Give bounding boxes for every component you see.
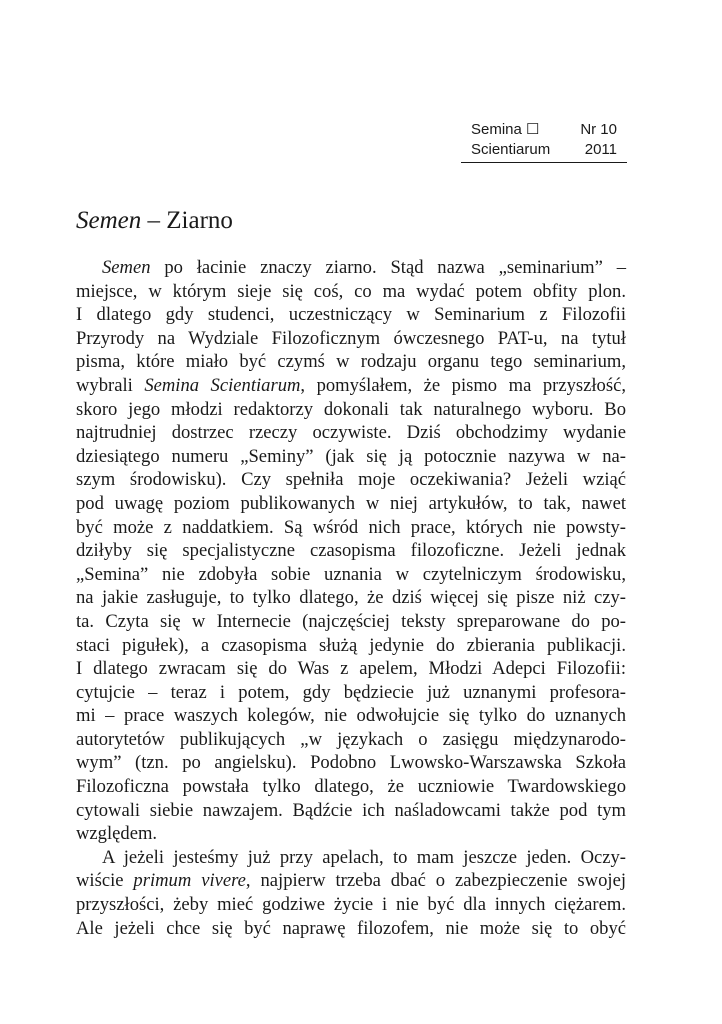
text-line: względem. xyxy=(76,823,158,845)
text-line: pod uwagę poziom publikowanych w niej artykułów, to tak, nawet xyxy=(76,492,626,514)
text-line: wiście primum vivere, najpierw trzeba dbać o zabezpieczenie swojej xyxy=(76,870,626,892)
article-title xyxy=(76,205,233,237)
text-line: przyszłości, żeby mieć godziwe życie i nie być dla innych ciężarem. xyxy=(76,894,626,916)
text-line: wybrali Semina Scientiarum, pomyślałem, że pismo ma przyszłość, xyxy=(76,374,626,396)
title-italic-part: Semen xyxy=(76,207,142,234)
text-line: staci pigułek), a czasopisma służą jedynie do zbierania publikacji. xyxy=(76,634,626,656)
header-row-1 xyxy=(461,120,627,140)
text-line: dziłyby się specjalistyczne czasopisma filozoficzne. Jeżeli jednak xyxy=(76,540,626,562)
text-line: A jeżeli jesteśmy już przy apelach, to mam jeszcze jeden. Oczy- xyxy=(102,846,626,868)
text-line: cytujcie – teraz i potem, gdy będziecie już uznanymi profesora- xyxy=(76,681,626,703)
text-line: wym” (tzn. po angielsku). Podobno Lwowsko-Warszawska Szkoła xyxy=(76,752,626,774)
publication-year: 2011 xyxy=(584,141,617,158)
text-line: miejsce, w którym sieje się coś, co ma wydać potem obfity plon. xyxy=(76,280,626,302)
text-line: Przyrody na Wydziale Filozoficznym ówczesnego PAT-u, na tytuł xyxy=(76,327,626,349)
article-body xyxy=(76,256,626,940)
text-line: „Semina” nie zdobyła sobie uznania w czytelniczym środowisku, xyxy=(76,563,626,585)
text-line: I dlatego gdy studenci, uczestniczący w Seminarium z Filozofii xyxy=(76,304,626,326)
title-rest: – Ziarno xyxy=(141,207,233,234)
text-line: najtrudniej dostrzec rzeczy oczywiste. Dziś obchodzimy wydanie xyxy=(76,422,626,444)
issue-number: Nr 10 xyxy=(580,121,617,138)
text-line: ta. Czyta się w Internecie (najczęściej teksty spreparowane do po- xyxy=(76,610,626,632)
text-line: dziesiątego numeru „Seminy” (jak się ją potocznie nazywa w na- xyxy=(76,445,626,467)
text-line: cytowali siebie nawzajem. Bądźcie ich naśladowcami także pod tym xyxy=(76,799,626,821)
text-line: Semen po łacinie znaczy ziarno. Stąd nazwa „seminarium” – xyxy=(102,257,626,278)
journal-name-line2: Scientiarum xyxy=(471,141,551,158)
text-line: skoro jego młodzi redaktorzy dokonali tak naturalnego wyboru. Bo xyxy=(76,398,626,420)
text-line: Ale jeżeli chce się być naprawę filozofem, nie może się to obyć xyxy=(76,917,626,939)
text-line: autorytetów publikujących „w językach o zasięgu międzynarodo- xyxy=(76,728,626,750)
text-line: być może z naddatkiem. Są wśród nich prace, których nie powsty- xyxy=(76,516,626,538)
journal-name-line1: Semina ☐ xyxy=(471,121,540,138)
text-line: I dlatego zwracam się do Was z apelem, Młodzi Adepci Filozofii: xyxy=(76,658,626,680)
text-line: szym środowisku). Czy spełniła moje oczekiwania? Jeżeli wziąć xyxy=(76,469,626,491)
text-line: Filozoficzna powstała tylko dlatego, że uczniowie Twardowskiego xyxy=(76,776,626,798)
header-rule xyxy=(461,162,627,163)
text-line: pisma, które miało być czymś w rodzaju organu tego seminarium, xyxy=(76,351,626,373)
text-line: mi – prace waszych kolegów, nie odwołujcie się tylko do uznanych xyxy=(76,705,626,727)
header-row-2 xyxy=(461,140,627,160)
text-line: na jakie zasługuje, to tylko dlatego, że dziś więcej się pisze niż czy- xyxy=(76,587,626,609)
running-header xyxy=(461,120,627,163)
